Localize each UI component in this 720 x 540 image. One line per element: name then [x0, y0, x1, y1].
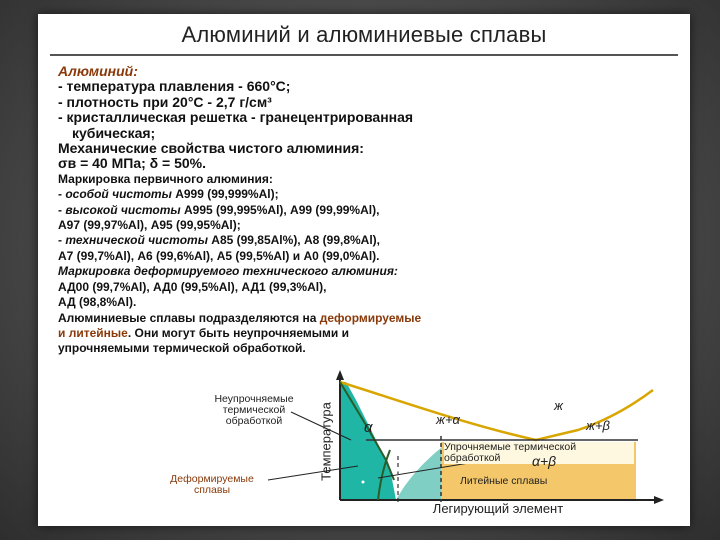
x-axis-label: Легирующий элемент	[432, 501, 564, 516]
high-purity-values-2: А97 (99,97%Al), А95 (99,95%Al);	[58, 218, 241, 233]
high-purity-label: - высокой чистоты	[58, 202, 181, 217]
phase-liquid-alpha: ж+α	[436, 412, 460, 427]
mechanical-heading: Механические свойства чистого алюминия:	[58, 140, 364, 157]
title-divider	[50, 54, 678, 56]
alloys-text-1: Алюминиевые сплавы подразделяются на	[58, 310, 320, 325]
mechanical-values: σв = 40 МПа; δ = 50%.	[58, 155, 207, 172]
lattice-line-1: - кристаллическая решетка - гранецентрированная	[58, 109, 414, 126]
marker-dot	[362, 481, 365, 484]
slide-title: Алюминий и алюминиевые сплавы	[181, 22, 547, 47]
alloys-wrought-highlight: деформируемые	[319, 310, 422, 325]
wrought-values-1: АД00 (99,7%Al), АД0 (99,5%Al), АД1 (99,3%Al),	[58, 279, 327, 294]
wrought-values-2: АД (98,8%Al).	[58, 295, 137, 310]
alpha-region	[340, 382, 396, 500]
lattice-line-2: кубическая;	[72, 124, 156, 141]
phase-liquid-beta: ж+β	[586, 418, 610, 433]
high-purity-line	[58, 203, 678, 218]
x-axis-arrow	[654, 496, 664, 504]
aluminum-heading: Алюминий:	[58, 63, 138, 79]
wrought-marking-heading: Маркировка деформируемого технического алюминия:	[58, 264, 398, 279]
y-axis-label-wrap	[320, 384, 332, 502]
alloys-line-1	[58, 311, 678, 326]
tech-purity-line	[58, 233, 678, 248]
marker-dot	[397, 469, 400, 472]
tech-purity-label: - технической чистоты	[58, 233, 208, 248]
melting-point: - температура плавления - 660°С;	[58, 78, 291, 95]
tech-purity-values-2: А7 (99,7%Al), А6 (99,6%Al), А5 (99,5%Al) и А0 (99,0%Al).	[58, 248, 380, 263]
y-axis-label: Температура	[318, 402, 334, 481]
phase-diagram	[108, 370, 668, 520]
wrought-alloys-label: Деформируемые сплавы	[170, 473, 254, 496]
phase-alpha-beta: α+β	[532, 453, 557, 469]
alloys-text-2: . Они могут быть неупрочняемыми и	[127, 325, 349, 340]
cast-alloys-label: Литейные сплавы	[460, 475, 548, 487]
slide-content	[58, 64, 678, 357]
slide	[38, 14, 690, 526]
alloys-cast-highlight: и литейные	[58, 325, 128, 340]
phase-alpha: α	[364, 419, 373, 436]
special-purity-label: - особой чистоты	[58, 187, 172, 202]
special-purity-values: А999 (99,999%Al);	[171, 187, 279, 202]
density: - плотность при 20°С - 2,7 г/см³	[58, 93, 272, 110]
y-axis-arrow	[336, 370, 344, 380]
primary-marking-heading: Маркировка первичного алюминия:	[58, 171, 273, 186]
alloys-line-2	[58, 326, 678, 341]
phase-liquid: ж	[554, 398, 563, 413]
non-hardenable-label: Неупрочняемые термической обработкой	[214, 393, 294, 427]
alloys-line-3: упрочняемыми термической обработкой.	[58, 341, 306, 356]
high-purity-values: А995 (99,995%Al), А99 (99,99%Al),	[180, 202, 380, 217]
special-purity-line	[58, 187, 678, 202]
tech-purity-values: А85 (99,85Al%), А8 (99,8%Al),	[207, 233, 381, 248]
hardenable-label: Упрочняемые термической обработкой	[444, 442, 634, 464]
